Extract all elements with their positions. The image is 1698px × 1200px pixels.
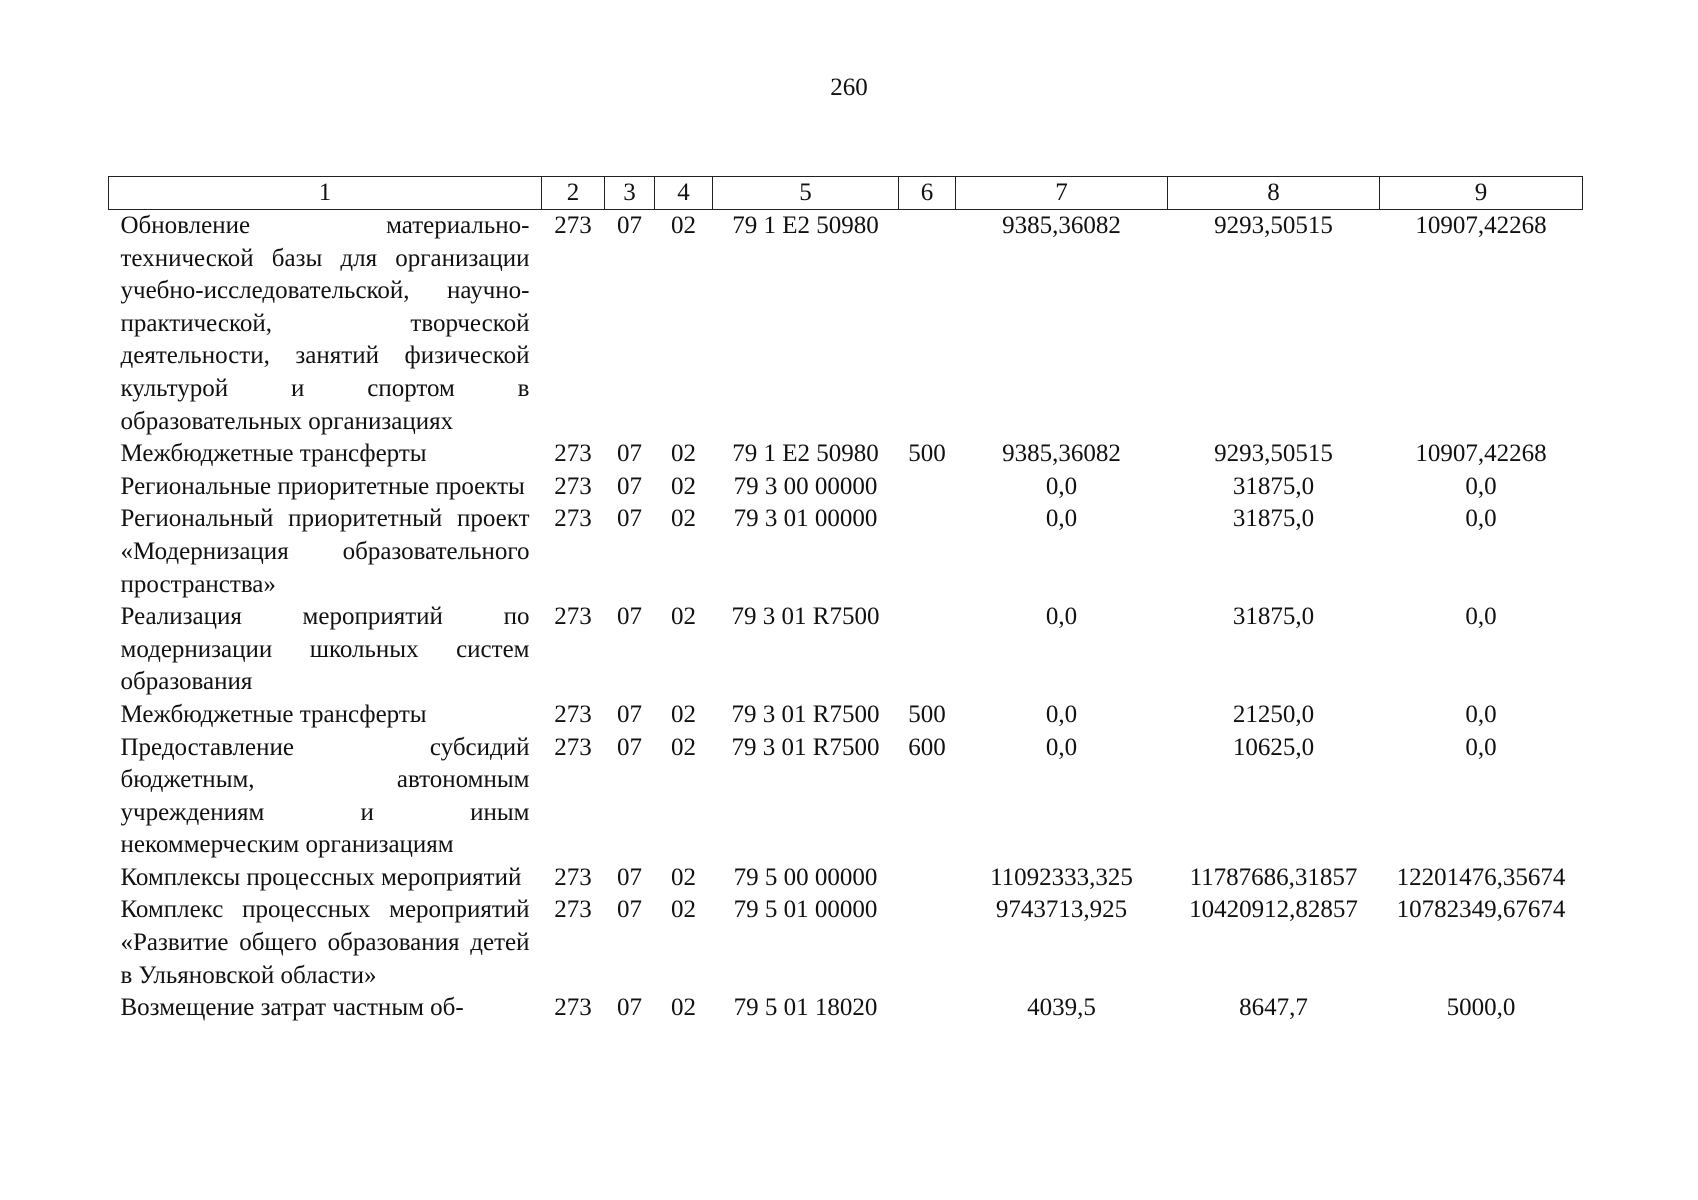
table-row <box>109 210 1583 439</box>
target-article: 79 1 E2 50980 <box>732 440 879 468</box>
table-row <box>109 894 1583 992</box>
ministry-code: 273 <box>554 863 592 891</box>
amount-col-8: 8647,7 <box>1239 994 1308 1022</box>
header-col-1: 1 <box>109 177 542 210</box>
ministry-code: 273 <box>554 896 592 924</box>
ministry-code: 273 <box>554 603 592 631</box>
amount-col-9: 0,0 <box>1465 472 1497 500</box>
expense-kind <box>899 503 956 601</box>
subsection-code: 02 <box>671 212 696 239</box>
section-code: 07 <box>617 505 642 533</box>
expense-kind: 600 <box>908 733 946 761</box>
target-article: 79 1 E2 50980 <box>732 212 879 239</box>
row-name: Возмещение затрат частным об- <box>120 994 464 1022</box>
ministry-code: 273 <box>554 212 592 239</box>
amount-col-7: 9385,36082 <box>1002 212 1121 239</box>
amount-col-9: 10782349,67674 <box>1396 896 1566 924</box>
target-article: 79 5 01 18020 <box>733 994 878 1022</box>
header-row <box>109 177 1583 210</box>
expense-kind <box>899 210 956 439</box>
amount-col-8: 9293,50515 <box>1214 212 1333 239</box>
section-code: 07 <box>617 700 642 728</box>
row-name: Региональный приоритетный проект «Модернизация образовательного пространства» <box>120 505 530 598</box>
amount-col-7: 9385,36082 <box>1002 440 1121 468</box>
target-article: 79 3 01 R7500 <box>731 733 880 761</box>
section-code: 07 <box>617 733 642 761</box>
amount-col-9: 0,0 <box>1465 603 1497 631</box>
amount-col-8: 21250,0 <box>1232 700 1315 728</box>
amount-col-7: 0,0 <box>1045 700 1078 728</box>
amount-col-9: 10907,42268 <box>1415 440 1547 468</box>
expense-kind <box>899 992 956 1025</box>
amount-col-9: 0,0 <box>1465 700 1497 728</box>
amount-col-7: 0,0 <box>1045 472 1078 500</box>
subsection-code: 02 <box>671 733 696 761</box>
header-col-9: 9 <box>1380 177 1583 210</box>
expense-kind: 500 <box>908 440 946 468</box>
table-row <box>109 862 1583 895</box>
row-name: Предоставление субсидий бюджетным, автономным учреждениям и иным некоммерческим организациям <box>120 733 530 859</box>
ministry-code: 273 <box>554 440 592 468</box>
amount-col-8: 10420912,82857 <box>1189 896 1358 924</box>
subsection-code: 02 <box>671 505 696 533</box>
amount-col-7: 4039,5 <box>1027 994 1096 1022</box>
table-row <box>109 699 1583 732</box>
amount-col-9: 10907,42268 <box>1415 212 1547 239</box>
target-article: 79 3 01 00000 <box>733 505 878 533</box>
target-article: 79 3 01 R7500 <box>731 700 880 728</box>
expense-kind <box>899 862 956 895</box>
subsection-code: 02 <box>671 700 696 728</box>
ministry-code: 273 <box>554 505 592 533</box>
expense-kind <box>899 471 956 504</box>
header-col-5: 5 <box>713 177 899 210</box>
amount-col-7: 0,0 <box>1045 603 1078 631</box>
header-col-2: 2 <box>542 177 605 210</box>
target-article: 79 5 00 00000 <box>733 863 878 891</box>
amount-col-8: 31875,0 <box>1232 472 1315 500</box>
page-number: 260 <box>830 74 868 101</box>
row-name: Реализация мероприятий по модернизации школьных систем образования <box>120 603 530 696</box>
section-code: 07 <box>617 896 642 924</box>
subsection-code: 02 <box>671 994 696 1022</box>
budget-table <box>108 176 1583 1025</box>
amount-col-7: 0,0 <box>1045 505 1078 533</box>
subsection-code: 02 <box>671 603 696 631</box>
subsection-code: 02 <box>671 896 696 924</box>
row-name: Комплексы процессных мероприятий <box>120 863 522 891</box>
expense-kind: 500 <box>908 700 946 728</box>
amount-col-9: 0,0 <box>1465 733 1497 761</box>
amount-col-8: 31875,0 <box>1232 603 1315 631</box>
target-article: 79 3 01 R7500 <box>731 603 880 631</box>
ministry-code: 273 <box>554 994 592 1022</box>
table-row <box>109 438 1583 471</box>
header-col-4: 4 <box>655 177 713 210</box>
subsection-code: 02 <box>671 440 696 468</box>
header-col-6: 6 <box>899 177 956 210</box>
target-article: 79 5 01 00000 <box>733 896 878 924</box>
row-name: Комплекс процессных мероприятий «Развитие общего образования детей в Ульяновской области» <box>120 896 530 989</box>
subsection-code: 02 <box>671 472 696 500</box>
table-row <box>109 992 1583 1025</box>
table-row <box>109 471 1583 504</box>
ministry-code: 273 <box>554 700 592 728</box>
amount-col-9: 12201476,35674 <box>1396 863 1566 891</box>
section-code: 07 <box>617 603 642 631</box>
amount-col-7: 11092333,325 <box>990 863 1133 891</box>
amount-col-7: 0,0 <box>1045 733 1078 761</box>
amount-col-9: 0,0 <box>1465 505 1497 533</box>
row-name: Региональные приоритетные проекты <box>120 472 525 500</box>
amount-col-9: 5000,0 <box>1446 994 1516 1022</box>
amount-col-8: 31875,0 <box>1232 505 1315 533</box>
table-row <box>109 503 1583 601</box>
target-article: 79 3 00 00000 <box>733 472 878 500</box>
header-col-3: 3 <box>605 177 655 210</box>
amount-col-8: 10625,0 <box>1232 733 1315 761</box>
section-code: 07 <box>617 472 642 500</box>
section-code: 07 <box>617 994 642 1022</box>
subsection-code: 02 <box>671 863 696 891</box>
row-name: Обновление материально-технической базы для организации учебно-исследовательской, научно-практической, творческой деятельности, занятий физической культурой и спортом в образовательных организациях <box>120 212 530 435</box>
amount-col-7: 9743713,925 <box>995 896 1128 924</box>
amount-col-8: 11787686,31857 <box>1189 863 1358 891</box>
ministry-code: 273 <box>554 733 592 761</box>
row-name: Межбюджетные трансферты <box>120 700 427 728</box>
section-code: 07 <box>617 863 642 891</box>
table-row <box>109 732 1583 862</box>
row-name: Межбюджетные трансферты <box>120 440 427 468</box>
header-col-7: 7 <box>956 177 1168 210</box>
table-row <box>109 601 1583 699</box>
section-code: 07 <box>617 440 642 468</box>
ministry-code: 273 <box>554 472 592 500</box>
header-col-8: 8 <box>1168 177 1380 210</box>
section-code: 07 <box>617 212 642 239</box>
expense-kind <box>899 894 956 992</box>
amount-col-8: 9293,50515 <box>1214 440 1333 468</box>
expense-kind <box>899 601 956 699</box>
